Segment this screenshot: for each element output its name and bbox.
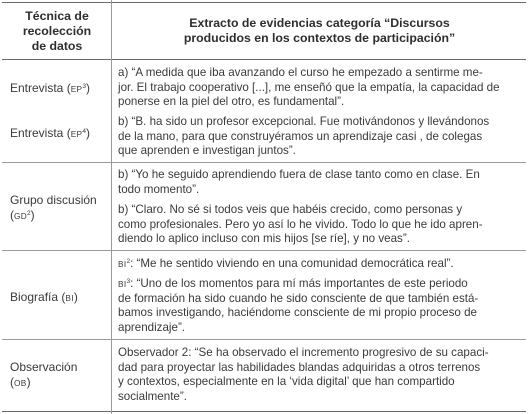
header-evidence: Extracto de evidencias categoría “Discursos producidos en los contextos de participación” xyxy=(183,16,456,45)
technique-biografia: Biografía (BI) xyxy=(10,290,78,304)
technique-entrevista-ep3: Entrevista $(EP^3)$ xyxy=(10,81,90,95)
header-technique: Técnica de recolección de datos xyxy=(22,9,92,53)
evidence-entrevista-ep3: a) “A medida que iba avanzando el curso he empezado a sentirme me- jor. El trabajo cooperativo [...], me enseñó que la empatía, la capacidad de ponerse en la piel del otro, es fundamental”. xyxy=(118,66,500,109)
row-divider xyxy=(2,339,526,340)
header-rule xyxy=(2,59,526,60)
evidence-biografia-bi2: $BI^2$: “Me he sentido viviendo en una comunidad democrática real”. xyxy=(118,257,454,270)
row-divider xyxy=(2,162,526,163)
evidence-biografia-bi3: $BI^3$: “Uno de los momentos para mí más importantes de este periodo de formación ha sido cuando he sido consciente de que también está- bamos investigando, haciéndome consciente de mi propio proceso de aprendizaje”. xyxy=(118,277,479,334)
technique-grupo-discusion: Grupo discusión $(GD^2)$ xyxy=(10,193,97,222)
row-divider xyxy=(2,250,526,251)
evidence-grupo-discusion-a: b) “Yo he seguido aprendiendo fuera de clase tanto como en clase. En todo momento”. xyxy=(118,168,480,196)
top-rule xyxy=(2,2,526,3)
evidence-grupo-discusion-b: b) “Claro. No sé si todos veis que habéis crecido, como personas y como profesionales. Pero yo así lo he vivido. Todo lo que he ido apren- diendo lo aplico incluso con mis hijos [se ríe], y no veas”. xyxy=(118,203,483,246)
evidence-entrevista-ep4: b) “B. ha sido un profesor excepcional. Fue motivándonos y llevándonos de la mano, para que construyéramos un aprendizaje casi , de colegas que aprenden e investigan juntos”. xyxy=(118,115,490,158)
technique-entrevista-ep4: Entrevista $(EP^4)$ xyxy=(10,126,90,140)
column-divider xyxy=(111,0,112,414)
technique-observacion: Observación (OB) xyxy=(10,360,78,389)
bottom-rule xyxy=(2,411,526,412)
evidence-observacion: Observador 2: “Se ha observado el incremento progresivo de su capaci- dad para proyectar las habilidades blandas adquiridas a otros terrenos y contextos, especialmente en la ‘vida digital’ que han compartido socialmente”. xyxy=(118,346,489,403)
